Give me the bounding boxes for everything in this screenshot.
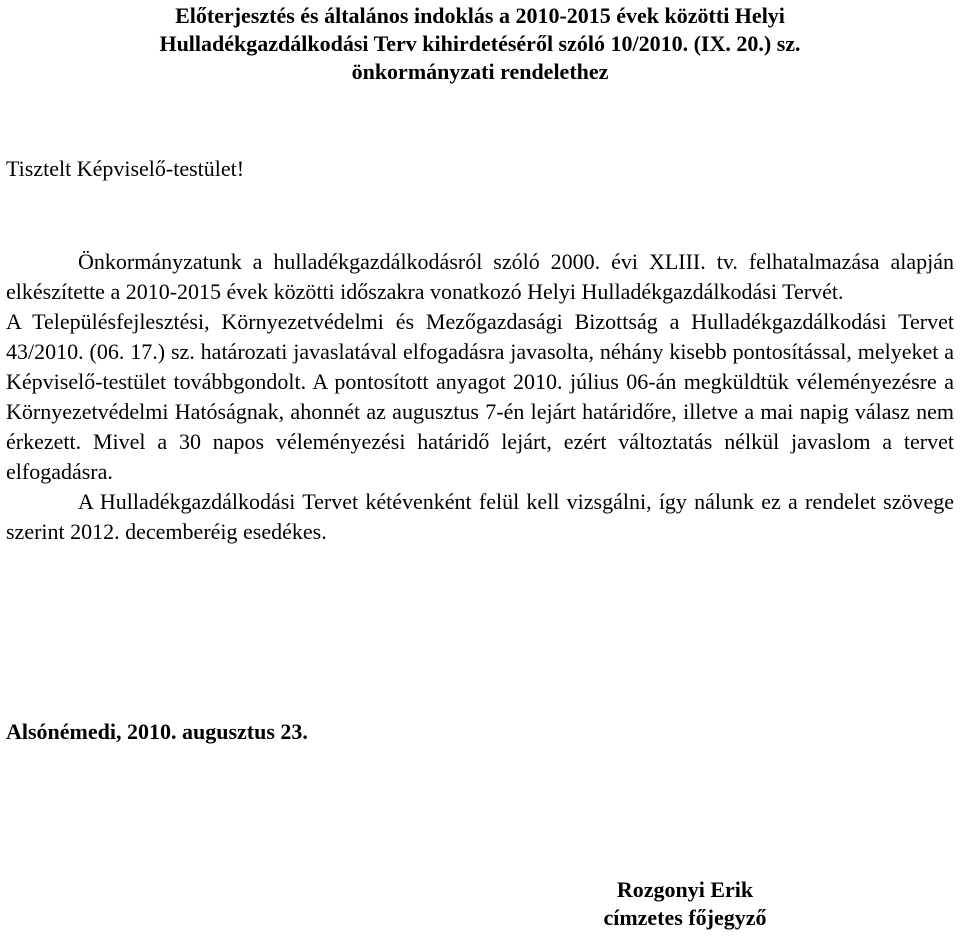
paragraph-review: A Hulladékgazdálkodási Tervet kétévenként felül kell vizsgálni, így nálunk ez a rendelet szövege szerint 2012. decemberéig esedékes.: [6, 489, 954, 544]
title-line-3: önkormányzati rendelethez: [351, 59, 609, 84]
paragraph-intro: Önkormányzatunk a hulladékgazdálkodásról szóló 2000. évi XLIII. tv. felhatalmazása alapján elkészítette a 2010-2015 évek közötti időszakra vonatkozó Helyi Hulladékgazdálkodási Tervét.: [6, 249, 954, 304]
title-line-1: Előterjesztés és általános indoklás a 2010-2015 évek közötti Helyi: [175, 3, 785, 28]
signatory-role: címzetes főjegyző: [603, 905, 767, 930]
title-line-2: Hulladékgazdálkodási Terv kihirdetéséről szóló 10/2010. (IX. 20.) sz.: [159, 31, 801, 56]
place-and-date: Alsónémedi, 2010. augusztus 23.: [6, 719, 308, 744]
document-title: [0, 2, 960, 86]
paragraph-committee: A Településfejlesztési, Környezetvédelmi és Mezőgazdasági Bizottság a Hulladékgazdálkodási Tervet 43/2010. (06. 17.) sz. határozati javaslatával elfogadásra javasolta, néhány kisebb pontosítással, melyeket a Képviselő-testület továbbgondolt. A pontosított anyagot 2010. július 06-án megküldtük véleményezésre a Környezetvédelmi Hatóságnak, ahonnét az augusztus 7-én lejárt határidőre, illetve a mai napig válasz nem érkezett. Mivel a 30 napos véleményezési határidő lejárt, ezért változtatás nélkül javaslom a tervet elfogadásra.: [6, 309, 954, 484]
document-body: [6, 247, 954, 547]
signatory-name: Rozgonyi Erik: [616, 877, 754, 902]
signature-block: [585, 876, 785, 932]
salutation: Tisztelt Képviselő-testület!: [6, 156, 245, 181]
